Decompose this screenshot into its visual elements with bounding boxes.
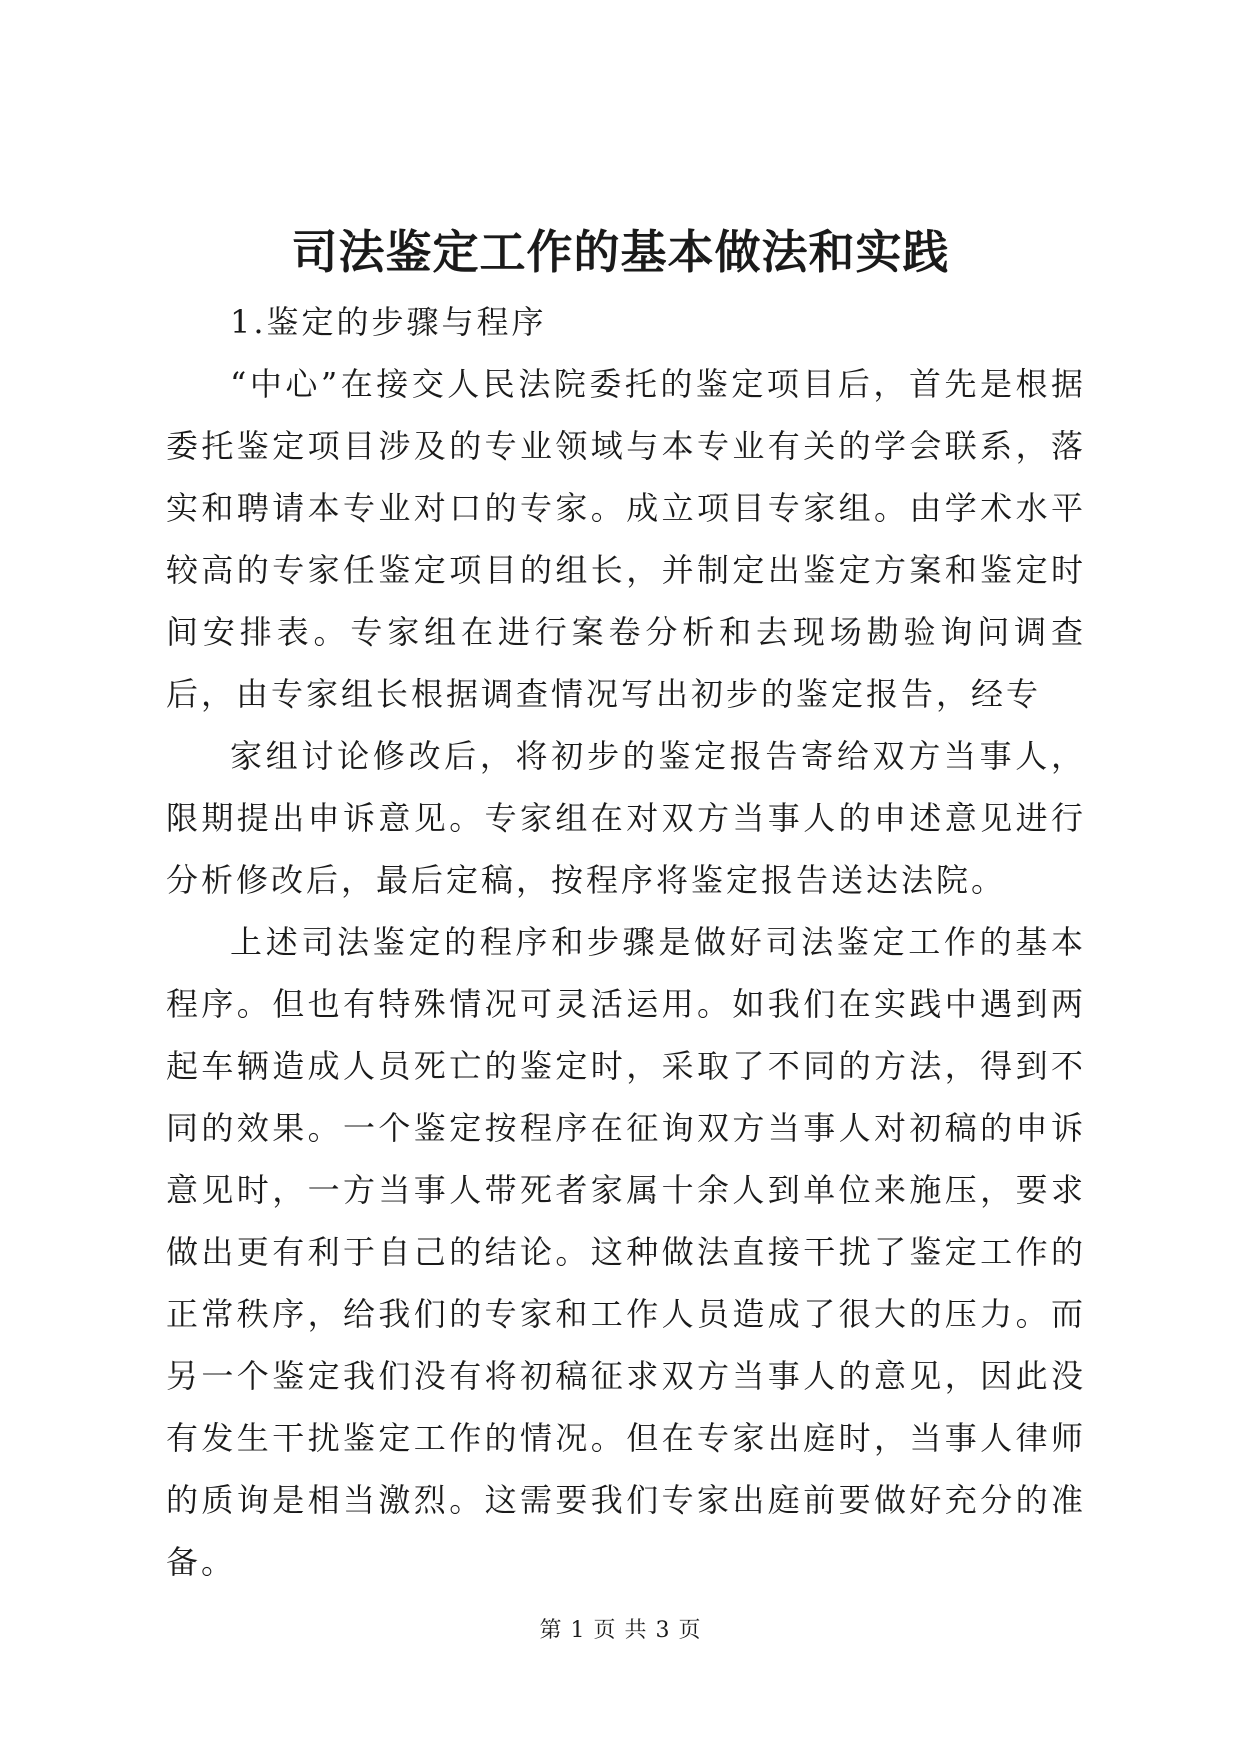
document-body bbox=[166, 291, 1086, 1593]
paragraph-1: “中心”在接交人民法院委托的鉴定项目后，首先是根据委托鉴定项目涉及的专业领域与本专业有关的学会联系，落实和聘请本专业对口的专家。成立项目专家组。由学术水平较高的专家任鉴定项目的组长，并制定出鉴定方案和鉴定时间安排表。专家组在进行案卷分析和去现场勘验询问调查后，由专家组长根据调查情况写出初步的鉴定报告，经专 bbox=[166, 365, 1086, 713]
document-title: 司法鉴定工作的基本做法和实践 bbox=[291, 225, 950, 279]
section-heading: 1.鉴定的步骤与程序 bbox=[230, 303, 547, 341]
paragraph-2: 家组讨论修改后，将初步的鉴定报告寄给双方当事人，限期提出申诉意见。专家组在对双方当事人的申述意见进行分析修改后，最后定稿，按程序将鉴定报告送达法院。 bbox=[166, 737, 1086, 899]
page-footer: 第 1 页 共 3 页 bbox=[539, 1618, 702, 1643]
paragraph-3: 上述司法鉴定的程序和步骤是做好司法鉴定工作的基本程序。但也有特殊情况可灵活运用。如我们在实践中遇到两起车辆造成人员死亡的鉴定时，采取了不同的方法，得到不同的效果。一个鉴定按程序在征询双方当事人对初稿的申诉意见时，一方当事人带死者家属十余人到单位来施压，要求做出更有利于自己的结论。这种做法直接干扰了鉴定工作的正常秩序，给我们的专家和工作人员造成了很大的压力。而另一个鉴定我们没有将初稿征求双方当事人的意见，因此没有发生干扰鉴定工作的情况。但在专家出庭时，当事人律师的质询是相当激烈。这需要我们专家出庭前要做好充分的准备。 bbox=[166, 923, 1086, 1581]
